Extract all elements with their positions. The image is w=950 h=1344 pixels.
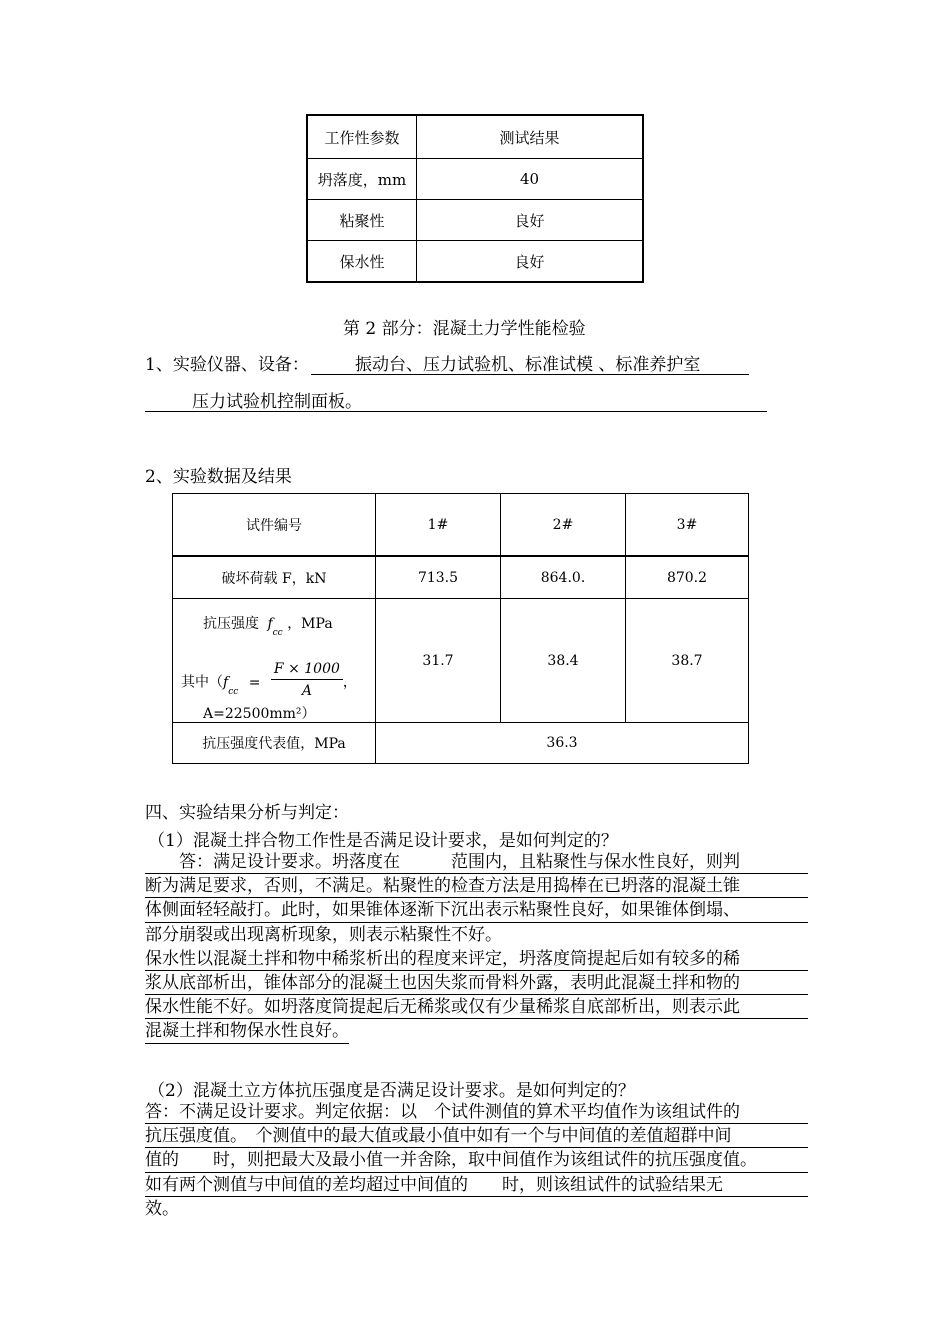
answer-line: 保水性以混凝土拌和物中稀浆析出的程度来评定，坍落度筒提起后如有较多的稀 <box>145 947 808 971</box>
formula-prefix: 其中（ <box>181 674 223 691</box>
answer-line: 保水性能不好。如坍落度筒提起后无稀浆或仅有少量稀浆自底部析出，则表示此 <box>145 995 808 1019</box>
strength-unit: ，MPa <box>287 616 333 632</box>
table-row <box>307 159 643 200</box>
answer-2 <box>145 1100 808 1221</box>
answer-line-wrap <box>145 1019 808 1043</box>
answer-line: 效。 <box>145 1197 181 1221</box>
item1-label: 1、实验仪器、设备： <box>145 355 309 375</box>
table-header-cell: 3# <box>626 494 749 557</box>
table-cell: 保水性 <box>307 241 417 283</box>
question-2: （2）混凝土立方体抗压强度是否满足设计要求。是如何判定的？ <box>148 1081 635 1101</box>
table-cell: 良好 <box>417 200 644 241</box>
table-row <box>173 599 749 723</box>
answer-line: 浆从底部析出，锥体部分的混凝土也因失浆而骨料外露，表明此混凝土拌和物的 <box>145 971 808 995</box>
answer-line-wrap <box>145 923 808 947</box>
answer-line: 如有两个测值与中间值的差均超过中间值的 时，则该组试件的试验结果无 <box>145 1173 808 1197</box>
f-subscript: cc <box>228 686 239 697</box>
item1-value-line1 <box>311 350 749 375</box>
strength-table <box>172 493 749 764</box>
f-symbol: f <box>267 616 273 632</box>
table-cell: 良好 <box>417 241 644 283</box>
table-cell: 破坏荷载 F，kN <box>173 556 376 599</box>
item2-label: 2、实验数据及结果 <box>145 467 292 487</box>
fraction-numerator: F × 1000 <box>271 659 343 680</box>
formula-line <box>181 661 357 704</box>
strength-label-text: 抗压强度 <box>203 616 259 632</box>
table-header-cell: 测试结果 <box>417 115 644 159</box>
table-cell: 38.4 <box>501 599 626 723</box>
section4-title: 四、实验结果分析与判定： <box>145 803 349 823</box>
item1-value-line2 <box>145 387 767 412</box>
question-1: （1）混凝土拌合物工作性是否满足设计要求，是如何判定的？ <box>148 831 618 851</box>
table-cell: 31.7 <box>376 599 501 723</box>
f-symbol: f <box>223 674 229 691</box>
answer-line-wrap <box>145 1197 808 1221</box>
answer-line: 混凝土拌和物保水性良好。 <box>145 1019 349 1043</box>
equals-sign: = <box>248 674 261 691</box>
table-header-row <box>307 115 643 159</box>
answer-line: 值的 时，则把最大及最小值一并舍除，取中间值作为该组试件的抗压强度值。 <box>145 1148 808 1172</box>
table-header-cell: 1# <box>376 494 501 557</box>
table-header-cell: 2# <box>501 494 626 557</box>
answer-line: 抗压强度值。 个测值中的最大值或最小值中如有一个与中间值的差值超群中间 <box>145 1124 808 1148</box>
answer-line: 部分崩裂或出现离析现象，则表示粘聚性不好。 <box>145 923 502 947</box>
answer-line: 答：满足设计要求。坍落度在 范围内，且粘聚性与保水性良好，则判 <box>145 850 808 874</box>
table-row <box>173 556 749 599</box>
table-cell: 抗压强度代表值，MPa <box>173 723 376 764</box>
answer-line: 答：不满足设计要求。判定依据：以 个试件测值的算术平均值作为该组试件的 <box>145 1100 808 1124</box>
answer-1 <box>145 850 808 1044</box>
table-row <box>307 241 643 283</box>
item1-value-text-2: 压力试验机控制面板。 <box>192 392 362 412</box>
formula-comma: ， <box>342 674 357 691</box>
table-row <box>307 200 643 241</box>
table-header-cell: 试件编号 <box>173 494 376 557</box>
table-cell: 713.5 <box>376 556 501 599</box>
table-cell: 870.2 <box>626 556 749 599</box>
table-row <box>173 723 749 764</box>
table-cell: 40 <box>417 159 644 200</box>
f-subscript: cc <box>272 628 283 638</box>
fraction-denominator: A <box>301 683 312 699</box>
answer-line: 断为满足要求，否则，不满足。粘聚性的检查方法是用捣棒在已坍落的混凝土锥 <box>145 874 808 898</box>
table-header-row <box>173 494 749 557</box>
workability-table <box>306 114 644 283</box>
table-header-cell: 工作性参数 <box>307 115 417 159</box>
strength-formula-cell <box>173 599 376 723</box>
answer-line: 体侧面轻轻敲打。此时，如果锥体逐渐下沉出表示粘聚性良好，如果锥体倒塌、 <box>145 898 808 922</box>
table-cell: 38.7 <box>626 599 749 723</box>
table-cell: 坍落度，mm <box>307 159 417 200</box>
strength-label <box>203 613 333 638</box>
table-cell: 864.0. <box>501 556 626 599</box>
fraction <box>271 659 343 702</box>
part2-title: 第 2 部分：混凝土力学性能检验 <box>343 319 586 339</box>
area-line: A=22500mm²） <box>203 706 316 722</box>
table-cell: 36.3 <box>376 723 749 764</box>
table-cell: 粘聚性 <box>307 200 417 241</box>
item1-value-text: 振动台、压力试验机、标准试模 、标准养护室 <box>355 355 701 375</box>
